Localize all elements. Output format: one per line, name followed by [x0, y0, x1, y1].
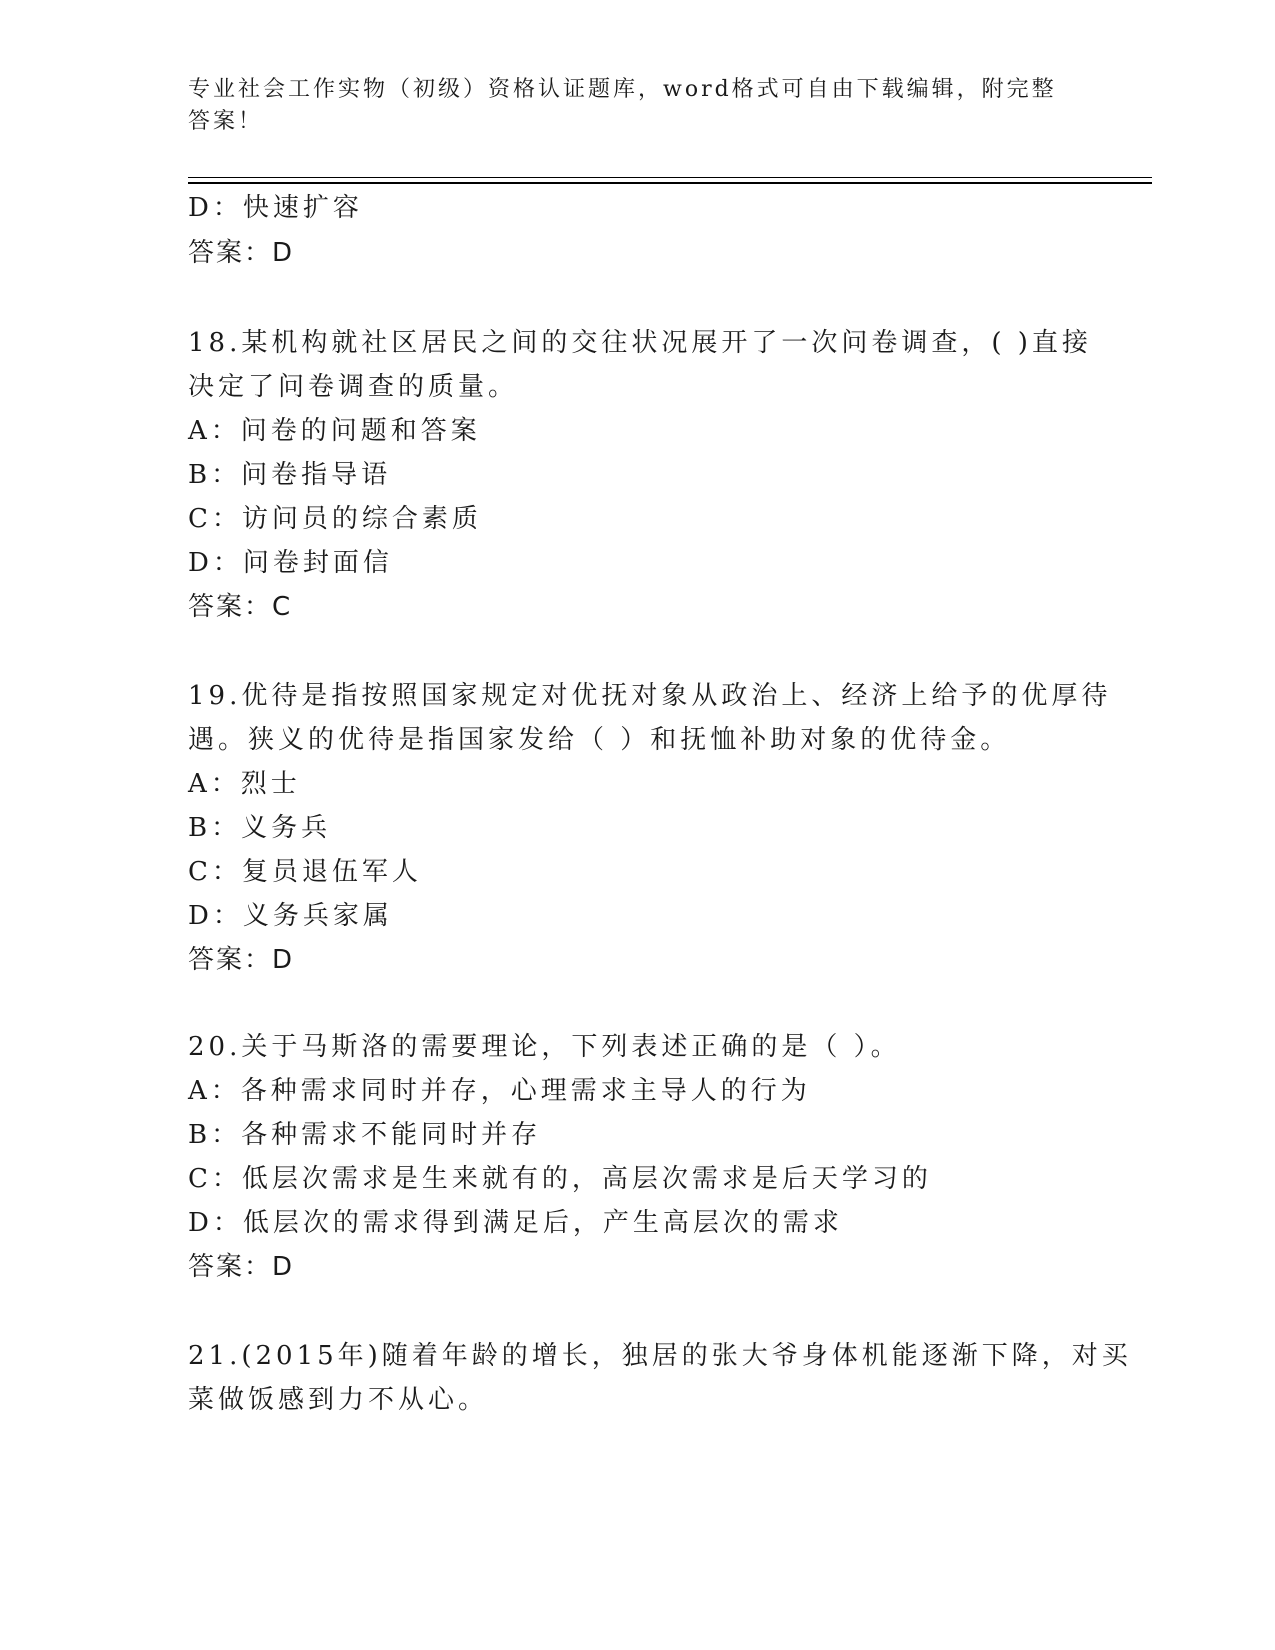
option-a: A：问卷的问题和答案	[188, 416, 481, 446]
option-c: C：访问员的综合素质	[188, 504, 482, 534]
option-b: B：各种需求不能同时并存	[188, 1120, 542, 1150]
question-stem-continued: 菜做饭感到力不从心。	[188, 1385, 489, 1415]
answer: 答案：C	[188, 592, 293, 622]
option-a: A：各种需求同时并存，心理需求主导人的行为	[188, 1076, 811, 1106]
question-stem: 19.优待是指按照国家规定对优抚对象从政治上、经济上给予的优厚待	[188, 681, 1112, 711]
header-divider-thin	[188, 177, 1152, 178]
option-c: C：复员退伍军人	[188, 857, 422, 887]
option-a: A：烈士	[188, 769, 301, 799]
option-d: D：快速扩容	[188, 193, 363, 223]
question-stem: 20.关于马斯洛的需要理论，下列表述正确的是（ ）。	[188, 1032, 901, 1062]
question-stem: 21.(2015年)随着年龄的增长，独居的张大爷身体机能逐渐下降，对买	[188, 1341, 1132, 1371]
option-b: B：义务兵	[188, 813, 332, 843]
answer: 答案：D	[188, 1252, 295, 1282]
header-divider-thick	[188, 182, 1152, 184]
answer: 答案：D	[188, 945, 295, 975]
option-d: D：问卷封面信	[188, 548, 393, 578]
question-stem-continued: 决定了问卷调查的质量。	[188, 372, 519, 402]
answer: 答案：D	[188, 238, 295, 268]
option-d: D：低层次的需求得到满足后，产生高层次的需求	[188, 1208, 843, 1238]
option-d: D：义务兵家属	[188, 901, 393, 931]
question-stem-continued: 遇。狭义的优待是指国家发给（ ）和抚恤补助对象的优待金。	[188, 725, 1011, 755]
option-b: B：问卷指导语	[188, 460, 392, 490]
question-stem: 18.某机构就社区居民之间的交往状况展开了一次问卷调查，( )直接	[188, 328, 1092, 358]
document-header: 专业社会工作实物（初级）资格认证题库，word格式可自由下载编辑，附完整答案！	[188, 77, 1057, 134]
option-c: C：低层次需求是生来就有的，高层次需求是后天学习的	[188, 1164, 932, 1194]
